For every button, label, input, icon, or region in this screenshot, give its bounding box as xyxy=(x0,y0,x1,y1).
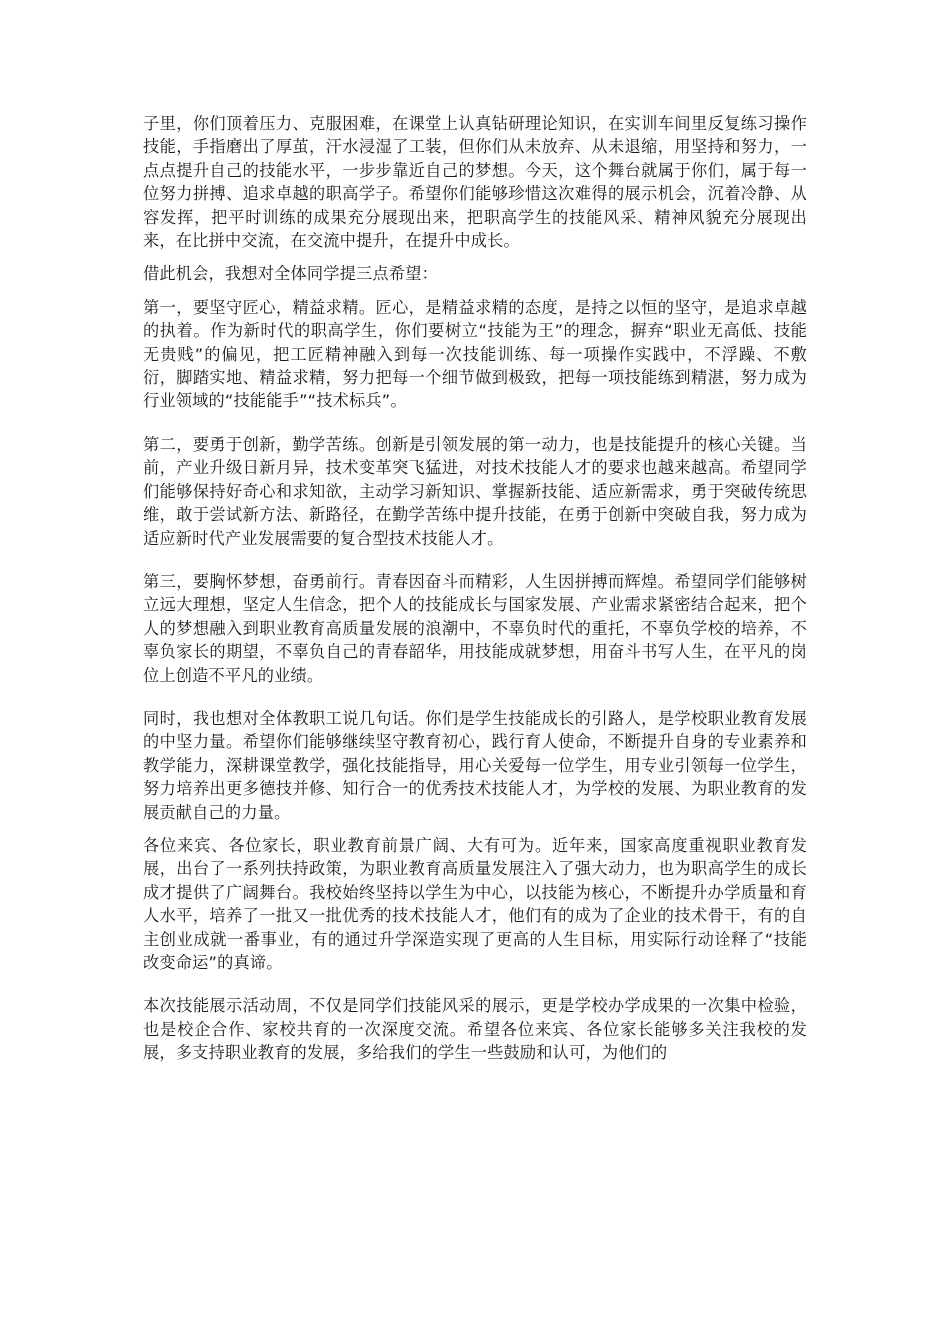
paragraph-three-hopes-intro: 借此机会，我想对全体同学提三点希望： xyxy=(143,264,438,284)
paragraph-staff-message: 同时，我也想对全体教职工说几句话。你们是学生技能成长的引路人，是学校职业教育发展的中坚力量。希望你们能够继续坚守教育初心，践行育人使命，不断提升自身的专业素养和教学能力，深耕课堂教学，强化技能指导，用心关爱每一位学生，用专业引领每一位学生，努力培养出更多德技并修、知行合一的优秀技术技能人才，为学校的发展、为职业教育的发展贡献自己的力量。 xyxy=(143,708,807,822)
paragraph-hope-first: 第一，要坚守匠心，精益求精。匠心，是精益求精的态度，是持之以恒的坚守，是追求卓越的执着。作为新时代的职高学生，你们要树立“技能为王”的理念，摒弃“职业无高低、技能无贵贱”的偏见，把工匠精神融入到每一次技能训练、每一项操作实践中，不浮躁、不敷衍，脚踏实地、精益求精，努力把每一个细节做到极致，把每一项技能练到精湛，努力成为行业领域的“技能能手”“技术标兵”。 xyxy=(143,297,807,411)
paragraph-hope-second: 第二，要勇于创新，勤学苦练。创新是引领发展的第一动力，也是技能提升的核心关键。当前，产业升级日新月异，技术变革突飞猛进，对技术技能人才的要求也越来越高。希望同学们能够保持好奇心和求知欲，主动学习新知识、掌握新技能、适应新需求，勇于突破传统思维，敢于尝试新方法、新路径，在勤学苦练中提升技能，在勇于创新中突破自我，努力成为适应新时代产业发展需要的复合型技术技能人才。 xyxy=(143,434,807,548)
document-body xyxy=(143,112,807,1075)
paragraph-intro-continued: 子里，你们顶着压力、克服困难，在课堂上认真钻研理论知识，在实训车间里反复练习操作技能，手指磨出了厚茧，汗水浸湿了工装，但你们从未放弃、从未退缩，用坚持和努力，一点点提升自己的技能水平，一步步靠近自己的梦想。今天，这个舞台就属于你们，属于每一位努力拼搏、追求卓越的职高学子。希望你们能够珍惜这次难得的展示机会，沉着冷静、从容发挥，把平时训练的成果充分展现出来，把职高学生的技能风采、精神风貌充分展现出来，在比拼中交流，在交流中提升，在提升中成长。 xyxy=(143,114,807,251)
paragraph-guests-parents: 各位来宾、各位家长，职业教育前景广阔、大有可为。近年来，国家高度重视职业教育发展，出台了一系列扶持政策，为职业教育高质量发展注入了强大动力，也为职高学生的成长成才提供了广阔舞台。我校始终坚持以学生为中心，以技能为核心，不断提升办学质量和育人水平，培养了一批又一批优秀的技术技能人才，他们有的成为了企业的技术骨干，有的自主创业成就一番事业，有的通过升学深造实现了更高的人生目标，用实际行动诠释了“技能改变命运”的真谛。 xyxy=(143,835,807,972)
paragraph-activity-week: 本次技能展示活动周，不仅是同学们技能风采的展示，更是学校办学成果的一次集中检验，也是校企合作、家校共育的一次深度交流。希望各位来宾、各位家长能够多关注我校的发展，多支持职业教育的发展，多给我们的学生一些鼓励和认可，为他们的 xyxy=(143,996,807,1063)
paragraph-hope-third: 第三，要胸怀梦想，奋勇前行。青春因奋斗而精彩，人生因拼搏而辉煌。希望同学们能够树立远大理想，坚定人生信念，把个人的技能成长与国家发展、产业需求紧密结合起来，把个人的梦想融入到职业教育高质量发展的浪潮中，不辜负时代的重托，不辜负学校的培养，不辜负家长的期望，不辜负自己的青春韶华，用技能成就梦想，用奋斗书写人生，在平凡的岗位上创造不平凡的业绩。 xyxy=(143,571,807,685)
